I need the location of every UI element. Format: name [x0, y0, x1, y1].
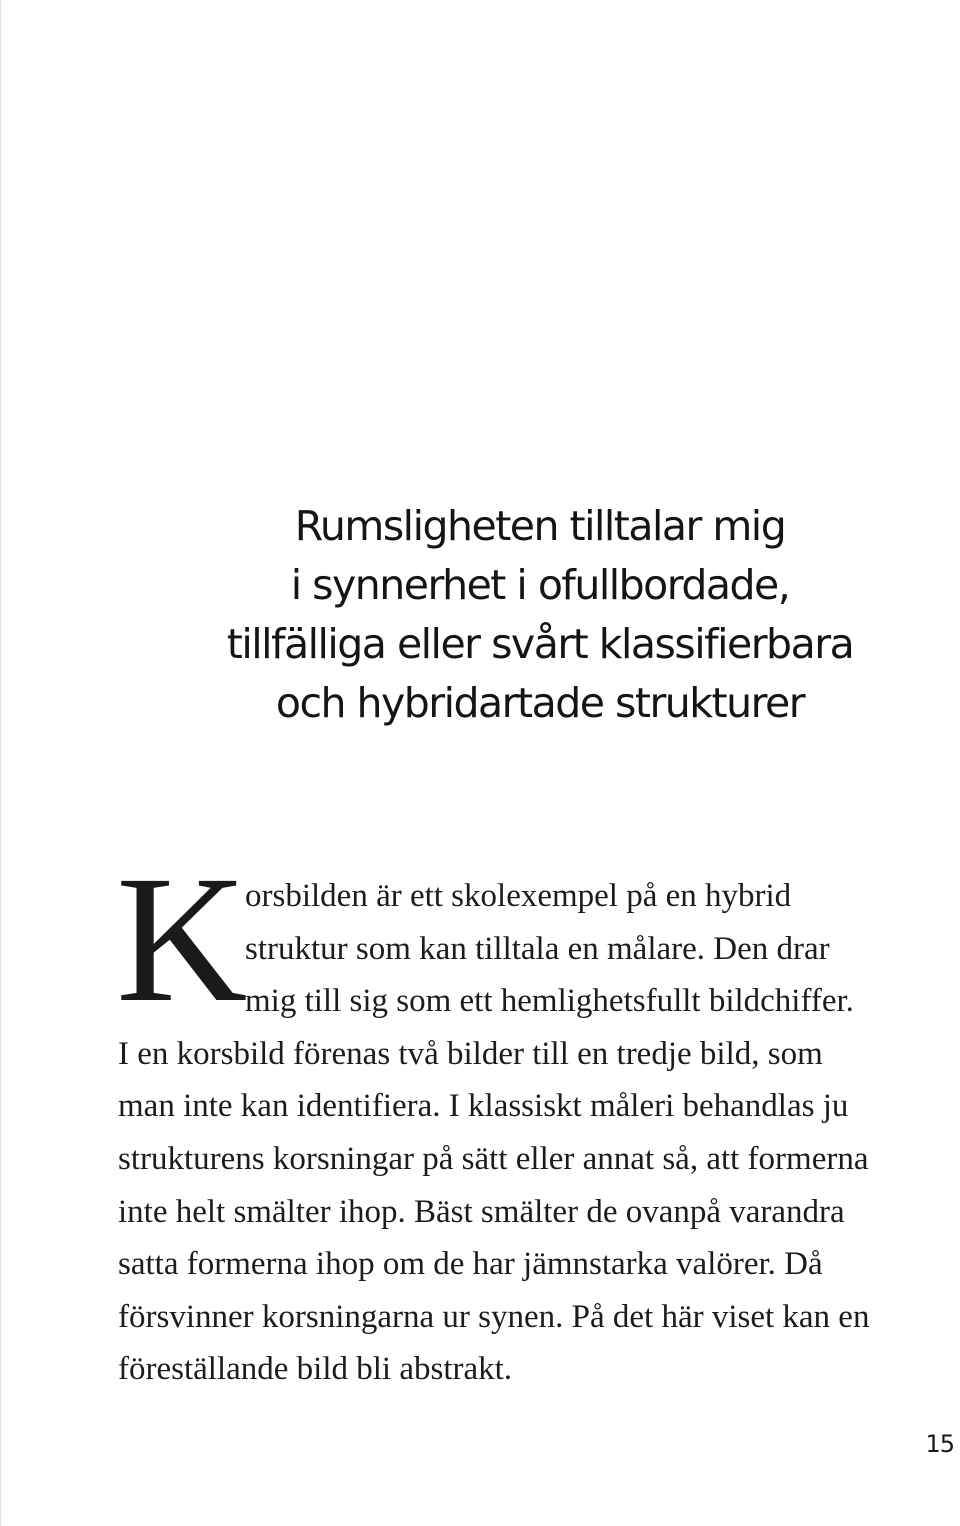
heading-line: i synnerhet i ofullbordade, — [290, 561, 790, 609]
page-number: 15 — [925, 1430, 954, 1458]
paragraph-line: I en korsbild förenas två bilder till en tredje bild, som — [118, 1035, 823, 1072]
paragraph-line: inte helt smälter ihop. Bäst smälter de ovanpå varandra — [118, 1193, 845, 1230]
paragraph-line: man inte kan identifiera. I klassiskt måleri behandlas ju — [118, 1088, 849, 1125]
drop-cap: K — [116, 839, 248, 1040]
paragraph-line: föreställande bild bli abstrakt. — [118, 1351, 513, 1388]
paragraph-line: strukturens korsningar på sätt eller annat så, att formerna — [118, 1140, 869, 1177]
heading-line: och hybridartade strukturer — [275, 679, 805, 727]
pull-quote-heading — [150, 497, 930, 733]
paragraph-line: satta formerna ihop om de har jämnstarka valörer. Då — [118, 1246, 823, 1283]
paragraph-line: mig till sig som ett hemlighetsfullt bildchiffer. — [245, 983, 854, 1020]
paragraph-line: struktur som kan tilltala en målare. Den drar — [245, 930, 830, 967]
paragraph-line: försvinner korsningarna ur synen. På det här viset kan en — [118, 1298, 870, 1335]
page-edge — [0, 0, 1, 1526]
body-paragraph — [118, 870, 960, 1396]
heading-line: tillfälliga eller svårt klassifierbara — [226, 620, 854, 668]
heading-line: Rumsligheten tilltalar mig — [294, 502, 786, 550]
paragraph-line: orsbilden är ett skolexempel på en hybrid — [245, 878, 792, 914]
